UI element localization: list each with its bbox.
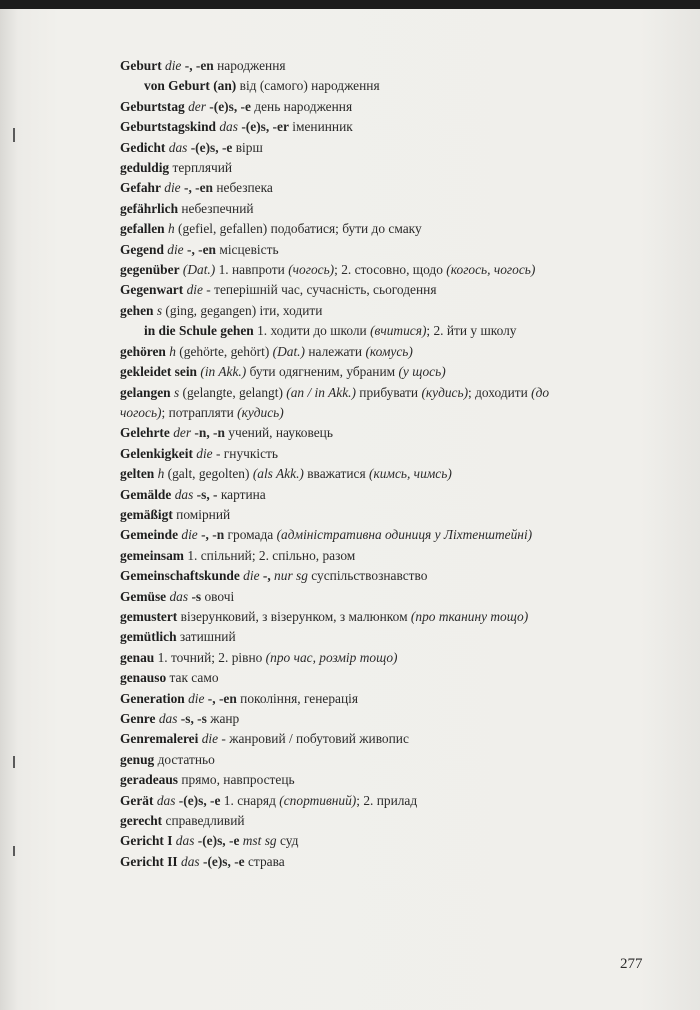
translation: народження <box>217 58 286 73</box>
dictionary-entry <box>120 811 590 831</box>
translation: вірш <box>235 139 263 155</box>
dictionary-entry <box>120 852 590 872</box>
headword: Gerät <box>120 792 154 808</box>
inflection-forms: -, -en <box>207 690 237 706</box>
headword: genug <box>120 751 155 767</box>
inflection-forms: -, -en <box>184 58 214 73</box>
headword: gelten <box>120 466 155 482</box>
headword: gekleidet sein <box>120 364 197 380</box>
grammar-marker: der <box>173 425 192 441</box>
inflection-forms: -(e)s, -e <box>209 98 251 114</box>
dictionary-entry <box>120 138 590 158</box>
dictionary-entry <box>120 342 590 362</box>
translation: (gefiel, gefallen) подобатися; бути до смаку <box>178 221 422 237</box>
usage-note: (кимсь, чимсь) <box>368 466 452 482</box>
grammar-marker: s <box>156 302 163 318</box>
inflection-forms: -s, - <box>196 486 218 502</box>
headword: Generation <box>120 690 185 706</box>
translation: - гнучкість <box>215 445 279 461</box>
inflection-forms: -(e)s, -er <box>241 119 289 135</box>
grammar-marker: h <box>169 343 176 359</box>
usage-note: (als Akk.) <box>252 466 304 482</box>
dictionary-entry <box>120 566 590 586</box>
dictionary-entry <box>120 240 590 260</box>
headword: Geburtstagskind <box>120 119 216 135</box>
translation: суд <box>279 833 299 849</box>
inflection-forms: -, <box>262 568 271 584</box>
usage-note: (про тканину тощо) <box>410 608 529 624</box>
sub-entry <box>120 321 590 341</box>
grammar-marker: s <box>173 384 180 400</box>
translation: ; 2. йти у школу <box>426 323 517 339</box>
dictionary-entry <box>120 546 590 566</box>
translation: 1. спільний; 2. спільно, разом <box>187 547 356 563</box>
translation: овочі <box>204 588 235 604</box>
translation: суспільствознавство <box>311 568 428 584</box>
dictionary-entry <box>120 587 590 607</box>
dictionary-entry <box>120 219 590 239</box>
grammar-marker: der <box>188 98 206 114</box>
headword: gehen <box>120 302 154 318</box>
headword: Gemeinde <box>120 527 179 543</box>
translation: (galt, gegolten) <box>167 466 250 482</box>
translation: місцевість <box>219 241 279 257</box>
grammar-marker: die <box>181 527 198 543</box>
headword: Gedicht <box>120 139 166 155</box>
translation: - жанровий / побутовий живопис <box>221 731 409 747</box>
translation: - теперішній час, сучасність, сьогодення <box>206 282 437 298</box>
grammar-marker: die <box>201 731 219 747</box>
translation: 1. ходити до школи <box>257 323 367 339</box>
grammar-marker: das <box>174 486 194 502</box>
usage-note: (кудись) <box>421 384 469 400</box>
translation: жанр <box>210 711 240 726</box>
usage-note: (кудись) <box>237 404 284 420</box>
translation: небезпечний <box>181 200 254 216</box>
headword: von Geburt (an) <box>144 78 237 94</box>
dictionary-entry <box>120 709 590 729</box>
grammar-marker: h <box>167 221 175 237</box>
headword: genau <box>120 649 155 665</box>
translation: 1. снаряд <box>223 792 276 808</box>
dictionary-entry <box>120 729 590 749</box>
translation: страва <box>247 853 285 869</box>
headword: gemustert <box>120 608 178 624</box>
translation: ; доходити <box>468 384 528 400</box>
inflection-forms: -s <box>191 588 202 604</box>
dictionary-entries <box>120 56 590 872</box>
usage-note: (Dat.) <box>272 343 305 359</box>
headword: Gelehrte <box>120 425 170 441</box>
dictionary-entry <box>120 505 590 525</box>
headword: gefallen <box>120 221 165 237</box>
dictionary-entry <box>120 648 590 668</box>
headword: geduldig <box>120 160 170 176</box>
headword: geradeaus <box>120 772 179 788</box>
inflection-forms: -(e)s, -e <box>197 833 240 849</box>
translation: (ging, gegangen) іти, ходити <box>165 302 323 318</box>
dictionary-entry <box>120 770 590 790</box>
inflection-forms: -(e)s, -e <box>190 139 233 155</box>
grammar-marker: die <box>188 690 205 706</box>
headword: Gemüse <box>120 588 167 604</box>
headword: Gefahr <box>120 180 161 196</box>
margin-mark <box>13 846 15 856</box>
headword: gerecht <box>120 813 163 829</box>
dictionary-entry <box>120 791 590 811</box>
dictionary-entry <box>120 485 590 505</box>
grammar-marker: das <box>219 119 238 135</box>
usage-note: (про час, розмір тощо) <box>265 649 398 665</box>
grammar-marker: das <box>175 833 195 849</box>
headword: Gericht II <box>120 853 178 869</box>
dictionary-entry <box>120 260 590 280</box>
translation: ; потрапляти <box>161 404 234 420</box>
headword: gemütlich <box>120 629 177 645</box>
dictionary-entry <box>120 301 590 321</box>
translation: покоління, генерація <box>240 690 359 706</box>
translation: бути одягненим, убраним <box>249 364 396 380</box>
translation: 1. точний; 2. рівно <box>157 649 263 665</box>
dictionary-entry <box>120 464 590 484</box>
translation: прибувати <box>355 384 419 400</box>
grammar-marker: die <box>196 445 213 461</box>
inflection-forms: -s, -s <box>180 711 207 726</box>
headword: Gemälde <box>120 486 172 502</box>
translation: ; 2. прилад <box>356 792 418 808</box>
usage-note: (комусь) <box>365 343 413 359</box>
headword: Genre <box>120 711 156 726</box>
margin-mark <box>13 128 15 142</box>
usage-note: mst sg <box>242 833 277 849</box>
translation: достатньо <box>157 751 215 767</box>
dictionary-entry <box>120 178 590 198</box>
grammar-marker: das <box>158 711 178 726</box>
grammar-marker: das <box>169 588 189 604</box>
translation: день народження <box>254 98 353 114</box>
grammar-marker: (Dat.) <box>182 262 216 278</box>
headword: Gelenkigkeit <box>120 445 193 461</box>
translation: належати <box>305 343 363 359</box>
headword: gefährlich <box>120 200 179 216</box>
headword: Gegenwart <box>120 282 184 298</box>
translation: (gelangte, gelangt) <box>182 384 283 400</box>
inflection-forms: -, -en <box>183 180 213 196</box>
dictionary-entry <box>120 117 590 137</box>
grammar-marker: die <box>165 58 182 73</box>
translation: від (самого) народження <box>239 78 380 94</box>
grammar-marker: das <box>168 139 188 155</box>
translation: учений, науковець <box>228 425 333 441</box>
translation: картина <box>220 486 266 502</box>
dictionary-entry <box>120 444 590 464</box>
translation: справедливий <box>165 813 245 829</box>
usage-note: (у щось) <box>398 364 446 380</box>
headword: gelangen <box>120 384 171 400</box>
inflection-forms: -n, -n <box>194 425 225 441</box>
grammar-marker: die <box>243 568 260 584</box>
grammar-marker: die <box>164 180 181 196</box>
inflection-forms: -(e)s, -e <box>202 853 245 869</box>
dictionary-entry <box>120 627 590 647</box>
dictionary-entry <box>120 525 590 545</box>
translation: затишний <box>179 629 236 645</box>
translation: громада <box>227 527 274 543</box>
translation: ; 2. стосовно, щодо <box>334 262 443 278</box>
dictionary-entry <box>120 689 590 709</box>
usage-note: (чогось) <box>288 262 335 278</box>
grammar-marker: das <box>181 853 200 869</box>
usage-note: nur sg <box>274 568 308 584</box>
grammar-marker: die <box>186 282 203 298</box>
headword: gegenüber <box>120 262 180 278</box>
headword: Geburt <box>120 58 162 73</box>
headword: Gemeinschaftskunde <box>120 568 240 584</box>
headword: Gegend <box>120 241 164 257</box>
dictionary-entry <box>120 607 590 627</box>
page-number: 277 <box>620 956 643 972</box>
grammar-marker: (in Akk.) <box>200 364 247 380</box>
translation: прямо, навпростець <box>181 772 295 788</box>
headword: gemäßigt <box>120 506 173 522</box>
translation: візерунковий, з візерунком, з малюнком <box>180 608 408 624</box>
translation: так само <box>169 670 219 686</box>
usage-note: (спортивний) <box>279 792 357 808</box>
dictionary-entry <box>120 158 590 178</box>
headword: gehören <box>120 343 166 359</box>
dictionary-entry <box>120 383 590 424</box>
usage-note: (до чогось) <box>120 384 550 420</box>
grammar-marker: die <box>167 241 184 257</box>
headword: Geburtstag <box>120 98 185 114</box>
dictionary-entry <box>120 97 590 117</box>
usage-note: (когось, чогось) <box>446 262 536 278</box>
inflection-forms: -, -en <box>186 241 216 257</box>
translation: вважатися <box>303 466 366 482</box>
scan-top-border <box>0 0 700 9</box>
headword: in die Schule gehen <box>144 323 254 339</box>
headword: gemeinsam <box>120 547 184 563</box>
translation: помірний <box>176 506 231 522</box>
dictionary-entry <box>120 831 590 851</box>
dictionary-entry <box>120 280 590 300</box>
headword: Genremalerei <box>120 731 199 747</box>
inflection-forms: -, -n <box>201 527 225 543</box>
headword: Gericht I <box>120 833 173 849</box>
sub-entry <box>120 76 590 96</box>
margin-mark <box>13 756 15 768</box>
dictionary-entry <box>120 362 590 382</box>
usage-note: (an / in Akk.) <box>286 384 356 400</box>
translation: іменинник <box>292 119 353 135</box>
grammar-marker: das <box>156 792 176 808</box>
dictionary-entry <box>120 423 590 443</box>
translation: (gehörte, gehört) <box>179 343 270 359</box>
dictionary-entry <box>120 750 590 770</box>
grammar-marker: h <box>157 466 165 482</box>
translation: 1. навпроти <box>218 262 285 278</box>
usage-note: (вчитися) <box>370 323 427 339</box>
dictionary-entry <box>120 56 590 76</box>
dictionary-entry <box>120 199 590 219</box>
usage-note: (адміністративна одиниця у Ліхтенштейні) <box>276 527 533 543</box>
translation: небезпека <box>216 180 273 196</box>
headword: genauso <box>120 670 167 686</box>
translation: терплячий <box>172 160 233 176</box>
inflection-forms: -(e)s, -e <box>178 792 221 808</box>
dictionary-entry <box>120 668 590 688</box>
